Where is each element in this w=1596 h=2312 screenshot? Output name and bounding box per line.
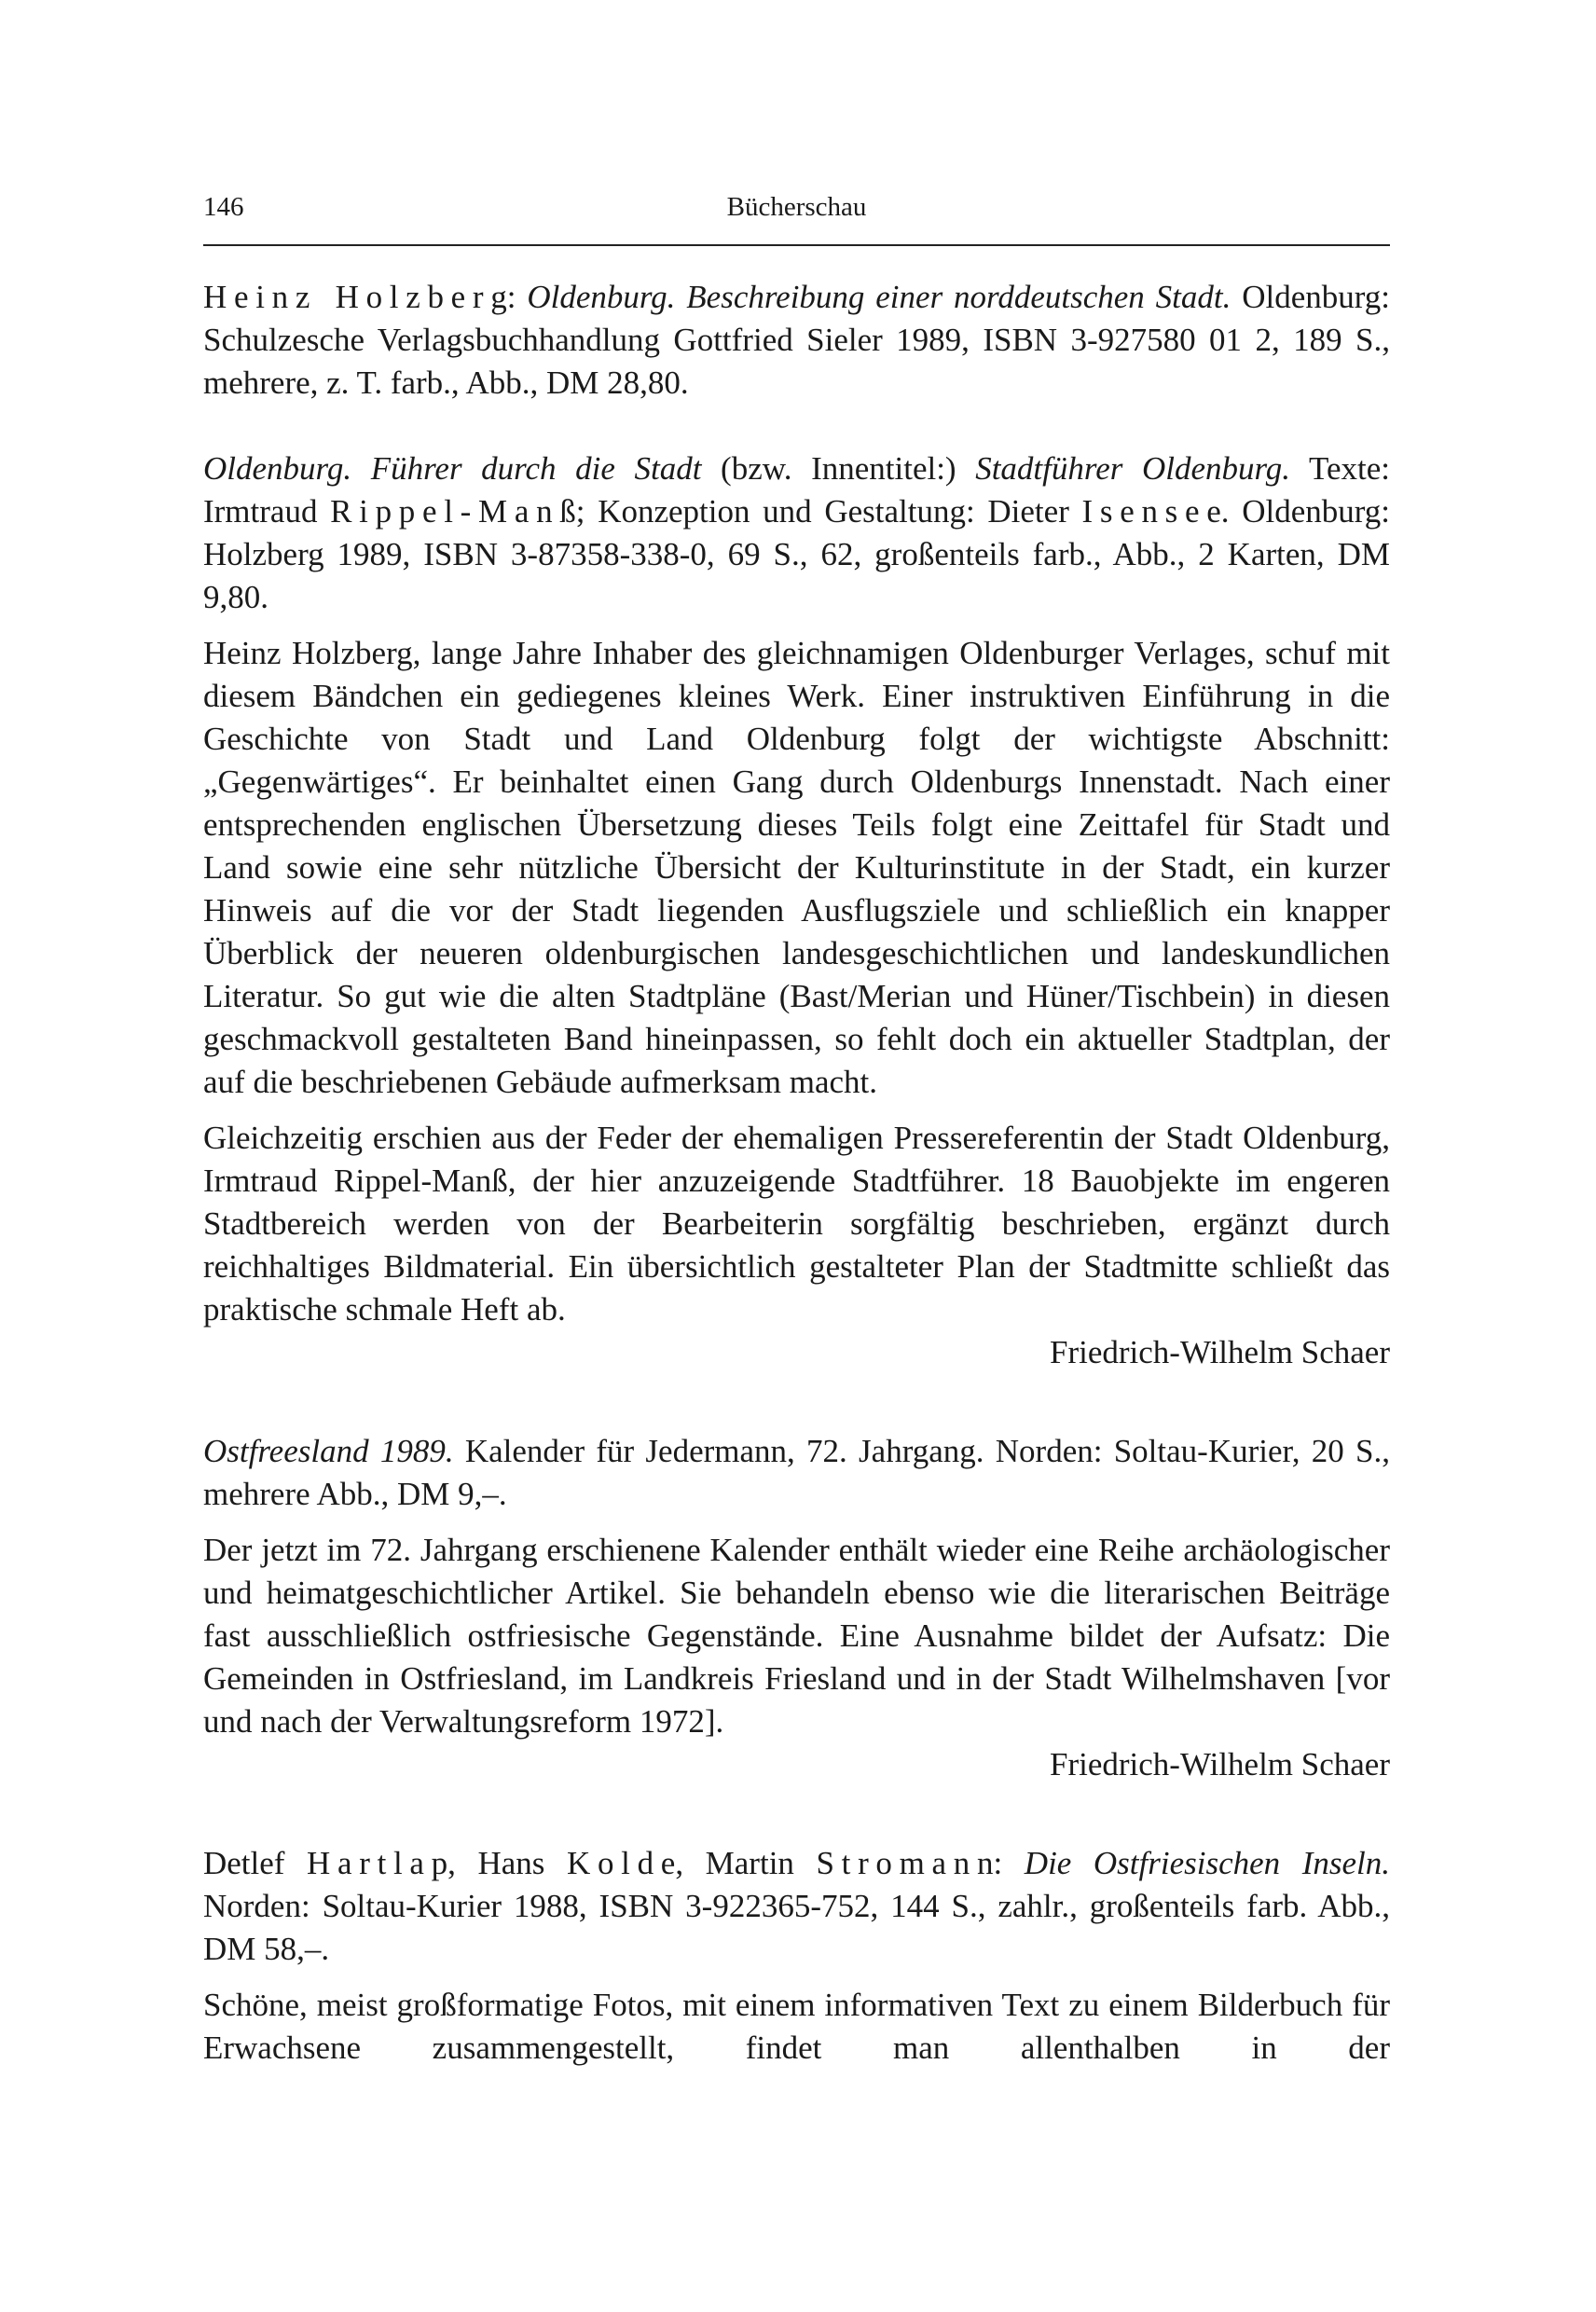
spacer (203, 1786, 1390, 1842)
running-title: Bücherschau (726, 192, 867, 222)
title-note: (bzw. Innentitel:) (701, 450, 976, 487)
biblio-entry-ostfriesische-inseln (203, 1842, 1390, 1971)
author-name-last-letter: ß (559, 493, 576, 530)
author-name-last-letter: e (660, 1845, 676, 1881)
publication-details: . Oldenburg: Holzberg 1989, ISBN 3-87358-338-0, 69 S., 62, großenteils farb., Abb., 2 Karten, DM 9,80. (203, 493, 1390, 615)
book-subtitle: Stadtführer Oldenburg. (975, 450, 1291, 487)
text-column (203, 276, 1390, 2070)
review-paragraph: Schöne, meist großformatige Fotos, mit einem informativen Text zu einem Bilderbuch für Erwachsene zusammengestellt, findet man allenthalben in der (203, 1987, 1390, 2066)
author-name: Kold (566, 1845, 661, 1881)
spacer (203, 1374, 1390, 1430)
review-paragraph: Der jetzt im 72. Jahrgang erschienene Kalender enthält wieder eine Reihe archäologischer und heimatgeschichtlicher Artikel. Sie behandeln ebenso wie die literarischen Beiträge fast ausschließlich ostfriesische Gegenstände. Eine Ausnahme bildet der Aufsatz: Die Gemeinden in Ostfriesland, im Landkreis Friesland und in der Stadt Wilhelmshaven [vor und nach der Verwaltungsreform 1972]. (203, 1532, 1390, 1740)
author-name: Heinz Holzber (203, 279, 491, 315)
author-name: Hartla (307, 1845, 432, 1881)
biblio-entry-holzberg (203, 276, 1390, 405)
texts-label: Texte: Irmtraud (203, 450, 1390, 530)
reviewer-signature: Friedrich-Wilhelm Schaer (1050, 1746, 1390, 1782)
publication-details: Norden: Soltau-Kurier 1988, ISBN 3-922365-752, 144 S., zahlr., großenteils farb. Abb., DM 58,–. (203, 1888, 1390, 1967)
biblio-entry-ostfreesland (203, 1430, 1390, 1516)
book-title: Die Ostfriesischen Inseln. (1024, 1845, 1390, 1881)
author-first-name: , Hans (447, 1845, 567, 1881)
author-first-name: Detlef (203, 1845, 308, 1881)
book-title: Oldenburg. Beschreibung einer norddeutschen Stadt. (527, 279, 1231, 315)
header-rule (203, 244, 1390, 246)
spacer (203, 405, 1390, 447)
author-name-last-letter: n (977, 1845, 994, 1881)
spacer (203, 1971, 1390, 1984)
review-paragraph: Heinz Holzberg, lange Jahre Inhaber des gleichnamigen Oldenburger Verlages, schuf mit diesem Bändchen ein gediegenes kleines Werk. Einer instruktiven Einführung in die Geschichte von Stadt und Land Oldenburg folgt der wichtigste Abschnitt: „Gegenwärtiges“. Er beinhaltet einen Gang durch Oldenburgs Innenstadt. Nach einer entsprechenden englischen Übersetzung dieses Teils folgt eine Zeittafel für Stadt und Land sowie eine sehr nützliche Übersicht der Kulturinstitute in der Stadt, ein kurzer Hinweis auf die vor der Stadt liegenden Ausflugsziele und schließlich ein knapper Überblick der neueren oldenburgischen landesgeschichtlichen und landeskundlichen Literatur. So gut wie die alten Stadtpläne (Bast/Merian und Hüner/Tischbein) in diesen geschmackvoll gestalteten Band hineinpassen, so fehlt doch ein aktueller Stadtplan, der auf die beschriebenen Gebäude aufmerksam macht. (203, 635, 1390, 1100)
author-separator: : (506, 279, 528, 315)
author-name: Stroman (816, 1845, 977, 1881)
book-title: Oldenburg. Führer durch die Stadt (203, 450, 702, 487)
designer-name: Isense (1081, 493, 1207, 530)
author-name-last-letter: g (490, 279, 507, 315)
concept-label: ; Konzeption und Gestaltung: Dieter (575, 493, 1082, 530)
review-paragraph: Gleichzeitig erschien aus der Feder der ehemaligen Pressereferentin der Stadt Oldenburg, Irmtraud Rippel-Manß, der hier anzuzeigende Stadtführer. 18 Bauobjekte im engeren Stadtbereich werden von der Bearbeiterin sorgfältig beschrieben, ergänzt durch reichhaltiges Bildmaterial. Ein übersichtlich gestalteter Plan der Stadtmitte schließt das praktische schmale Heft ab. (203, 1120, 1390, 1328)
spacer (203, 619, 1390, 632)
page-header (203, 192, 1390, 239)
spacer (203, 1104, 1390, 1117)
author-name-last-letter: p (431, 1845, 448, 1881)
page-number: 146 (203, 192, 244, 222)
publication-details: Oldenburg: Schulzesche Verlagsbuchhandlung Gottfried Sieler 1989, ISBN 3-927580 01 2, 189 S., mehrere, z. T. farb., Abb., DM 28,80. (203, 279, 1390, 401)
author-separator: : (993, 1845, 1025, 1881)
reviewer-signature: Friedrich-Wilhelm Schaer (1050, 1334, 1390, 1370)
publication-details: Kalender für Jedermann, 72. Jahrgang. Norden: Soltau-Kurier, 20 S., mehrere Abb., DM 9,–. (203, 1433, 1390, 1512)
author-name: Rippel-Man (330, 493, 560, 530)
biblio-entry-stadtfuehrer (203, 447, 1390, 619)
author-first-name: , Martin (675, 1845, 817, 1881)
book-title: Ostfreesland 1989. (203, 1433, 454, 1469)
spacer (203, 1516, 1390, 1529)
designer-name-last-letter: e (1206, 493, 1221, 530)
